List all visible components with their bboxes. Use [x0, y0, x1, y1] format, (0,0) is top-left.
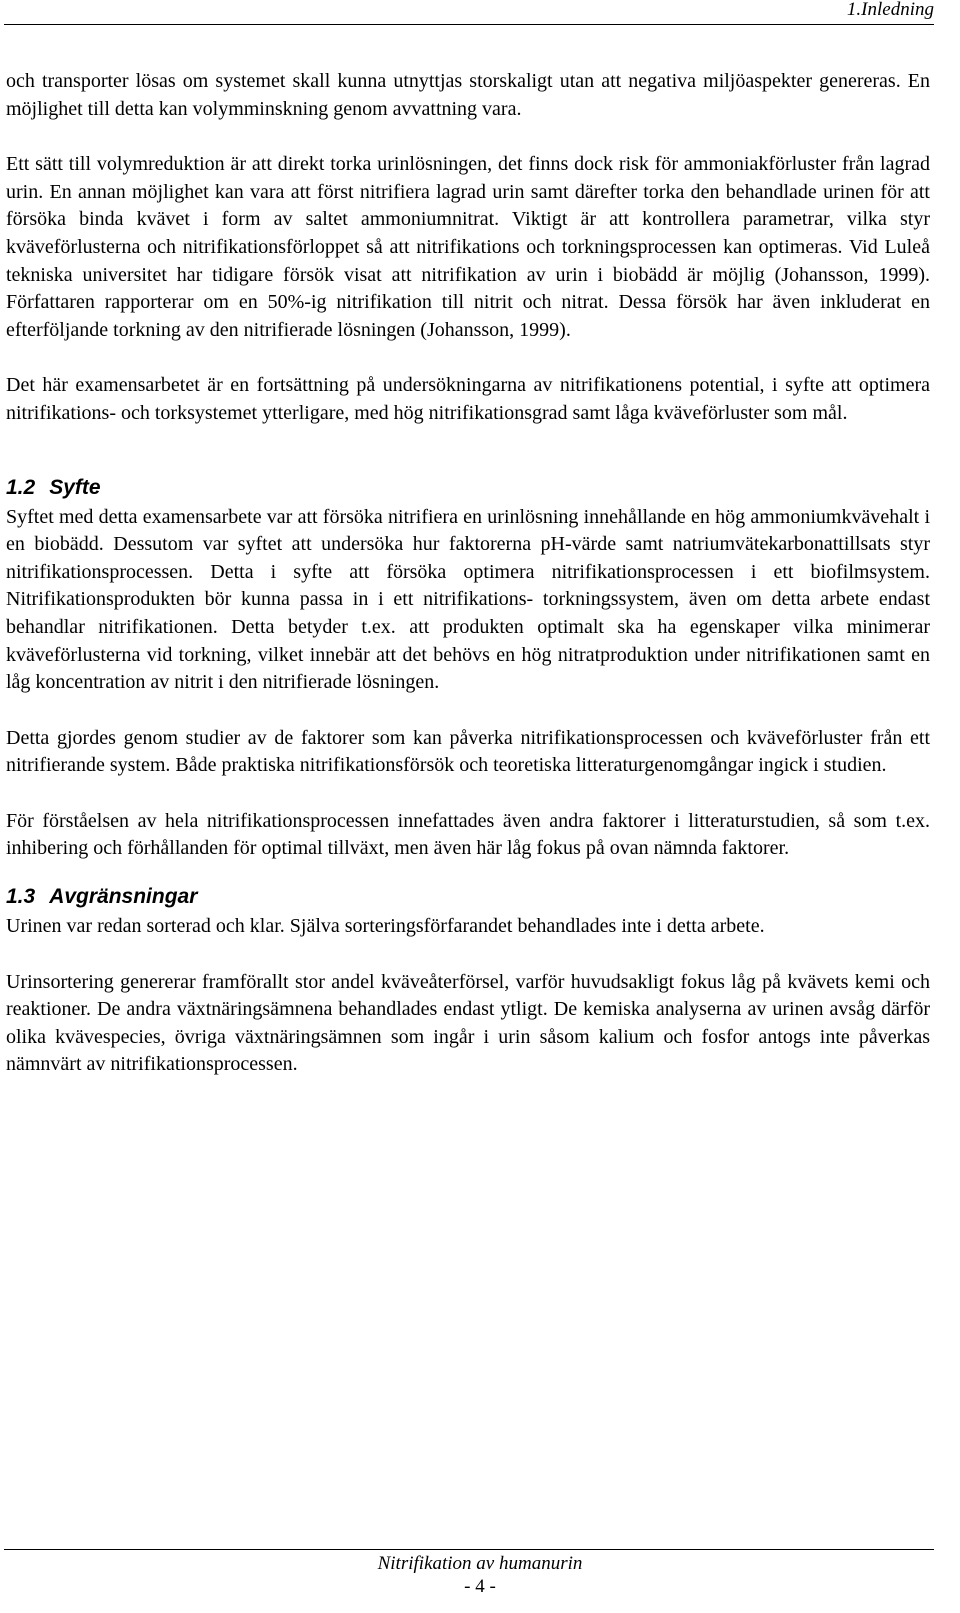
paragraph-intro-2: Ett sätt till volymreduktion är att direkt torka urinlösningen, det finns dock risk för ammoniakförluster från lagrad urin. En annan möjlighet kan vara att först nitrifiera lagrad urin samt därefter torka den behandlade urinen för att försöka binda kvävet i form av saltet ammoniumnitrat. Viktigt är att kontrollera parametrar, vilka styr kväveförlusterna och nitrifikationsförloppet så att nitrifikations och torkningsprocessen kan optimeras. Vid Luleå tekniska universitet har tidigare försök visat att nitrifikation av urin i biobädd är möjlig (Johansson, 1999). Författaren rapporterar om en 50%-ig nitrifikation till nitrit och nitrat. Dessa försök har även inkluderat en efterföljande torkning av den nitrifierade lösningen (Johansson, 1999). [6, 153, 930, 341]
paragraph-avgr-1: Urinen var redan sorterad och klar. Själva sorteringsförfarandet behandlades inte i detta arbete. [6, 915, 765, 938]
paragraph-syfte-2: Detta gjordes genom studier av de faktorer som kan påverka nitrifikationsprocessen och kväveförluster från ett nitrifierande system. Både praktiska nitrifikationsförsök och teoretiska litteraturgenomgångar ingick i studien. [6, 726, 930, 777]
section-title: Avgränsningar [49, 885, 198, 909]
page-number: - 4 - [464, 1576, 496, 1597]
paragraph-intro-1: och transporter lösas om systemet skall kunna utnyttjas storskaligt utan att negativa miljöaspekter genereras. En möjlighet till detta kan volymminskning genom avvattning vara. [6, 70, 930, 120]
page-content [6, 68, 930, 1079]
section-number: 1.3 [6, 885, 36, 909]
footer-rule [4, 1549, 934, 1550]
paragraph-intro-3: Det här examensarbetet är en fortsättning på undersökningarna av nitrifikationens potential, i syfte att optimera nitrifikations- och torksystemet ytterligare, med hög nitrifikationsgrad samt låga kväveförluster som mål. [6, 374, 930, 424]
footer-title: Nitrifikation av humanurin [377, 1553, 583, 1574]
section-title: Syfte [49, 475, 101, 499]
running-header: 1.Inledning [846, 0, 934, 20]
section-heading-syfte [6, 474, 930, 501]
section-heading-avgransningar [6, 883, 930, 910]
paragraph-syfte-1: Syftet med detta examensarbete var att försöka nitrifiera en urinlösning innehållande en hög ammoniumkvävehalt i en biobädd. Dessutom var syftet att undersöka hur faktorerna pH-värde samt natriumvätekarbonattillsats styr nitrifikationsprocessen. Detta i syfte att försöka optimera nitrifikationsprocessen i ett biofilmsystem. Nitrifikationsprodukten bör kunna passa in i ett nitrifikations- torkningssystem, även om detta arbete endast behandlar nitrifikationen. Detta betyder t.ex. att produkten optimalt ska ha egenskaper vilka minimerar kväveförlusterna vid torkning, vilket innebär att det behövs en hög nitratproduktion under nitrifikationen samt en låg koncentration av nitrit i den nitrifierade lösningen. [6, 505, 930, 694]
header-rule [4, 24, 934, 25]
paragraph-avgr-2: Urinsortering genererar framförallt stor andel kväveåterförsel, varför huvudsakligt fokus låg på kvävets kemi och reaktioner. De andra växtnäringsämnena behandlades endast ytligt. De kemiska analyserna av urinen avsåg därför olika kvävespecies, övriga växtnäringsämnen som ingår i urin såsom kalium och fosfor antogs inte påverkas nämnvärt av nitrifikationsprocessen. [6, 970, 930, 1076]
section-number: 1.2 [6, 475, 36, 499]
paragraph-syfte-3: För förståelsen av hela nitrifikationsprocessen innefattades även andra faktorer i litteraturstudien, så som t.ex. inhibering och förhållanden för optimal tillväxt, men även här låg fokus på ovan nämnda faktorer. [6, 809, 930, 860]
